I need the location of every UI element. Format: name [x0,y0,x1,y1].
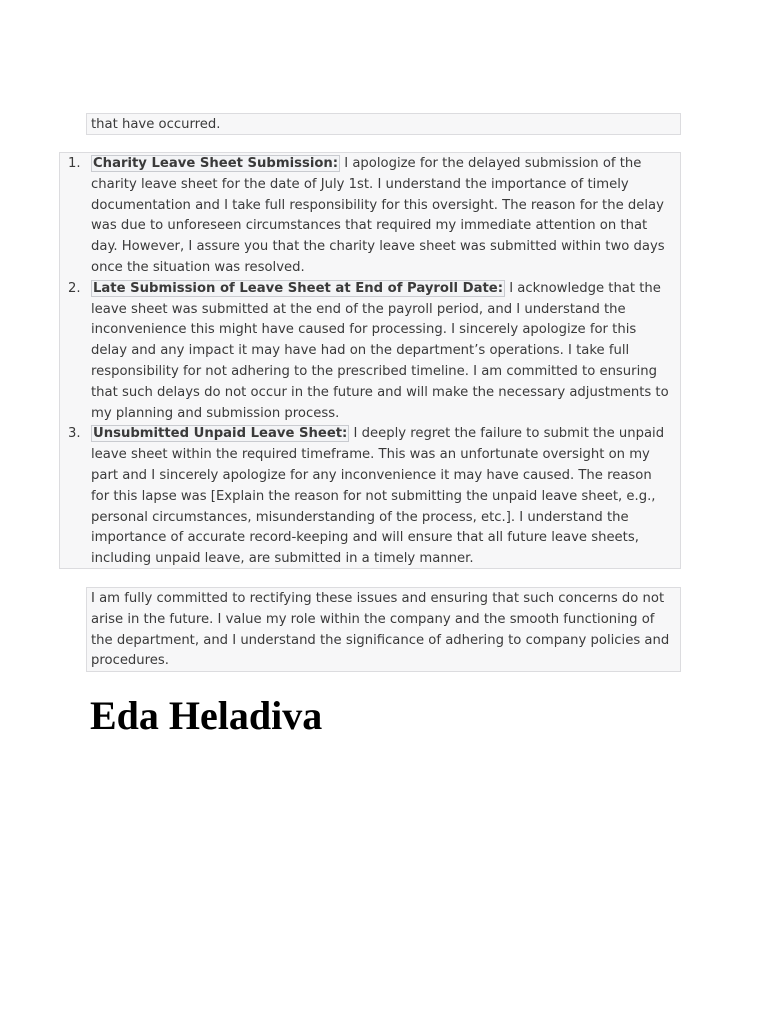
list-item-number: 1. [68,156,81,171]
list-item [68,154,674,279]
list-item-body: I deeply regret the failure to submit the unpaid leave sheet within the required timeframe. This was an unfortunate oversight on my part and I sincerely apologize for any inconvenience it may have caused. The reason for this lapse was [Explain the reason for not submitting the unpaid leave sheet, e.g., personal circumstances, misunderstanding of the process, etc.]. I understand the importance of accurate record-keeping and will ensure that all future leave sheets, including unpaid leave, are submitted in a timely manner. [91,426,665,567]
signature-name: Eda Heladiva [90,693,323,738]
closing-paragraph-text: I am fully committed to rectifying these issues and ensuring that such concerns do not arise in the future. I value my role within the company and the smooth functioning of the department, and I understand the significance of adhering to company policies and procedures. [91,591,670,669]
list-item-title: Charity Leave Sheet Submission: [93,156,339,171]
intro-fragment-paragraph [86,113,681,135]
intro-fragment-text: that have occurred. [91,117,221,132]
list-item-body: I acknowledge that the leave sheet was submitted at the end of the payroll period, and I understand the inconvenience this might have caused for processing. I sincerely apologize for this delay and any impact it may have had on the department’s operations. I take full responsibility for not adhering to the prescribed timeline. I am committed to ensuring that such delays do not occur in the future and will make the necessary adjustments to my planning and submission process. [91,280,669,421]
list-item-title: Unsubmitted Unpaid Leave Sheet: [93,426,348,442]
list-item [68,424,674,570]
list-item-title: Late Submission of Leave Sheet at End of Payroll Date: [93,280,503,296]
list-item-body: I apologize for the delayed submission of the charity leave sheet for the date of July 1st. I understand the importance of timely documentation and I take full responsibility for this oversight. The reason for the delay was due to unforeseen circumstances that required my immediate attention on that day. However, I assure you that the charity leave sheet was submitted within two days once the situation was resolved. [91,156,665,275]
list-item [68,279,674,425]
list-item-number: 3. [68,426,81,442]
numbered-issue-list [59,152,681,569]
closing-paragraph [86,587,681,672]
list-item-number: 2. [68,280,81,296]
